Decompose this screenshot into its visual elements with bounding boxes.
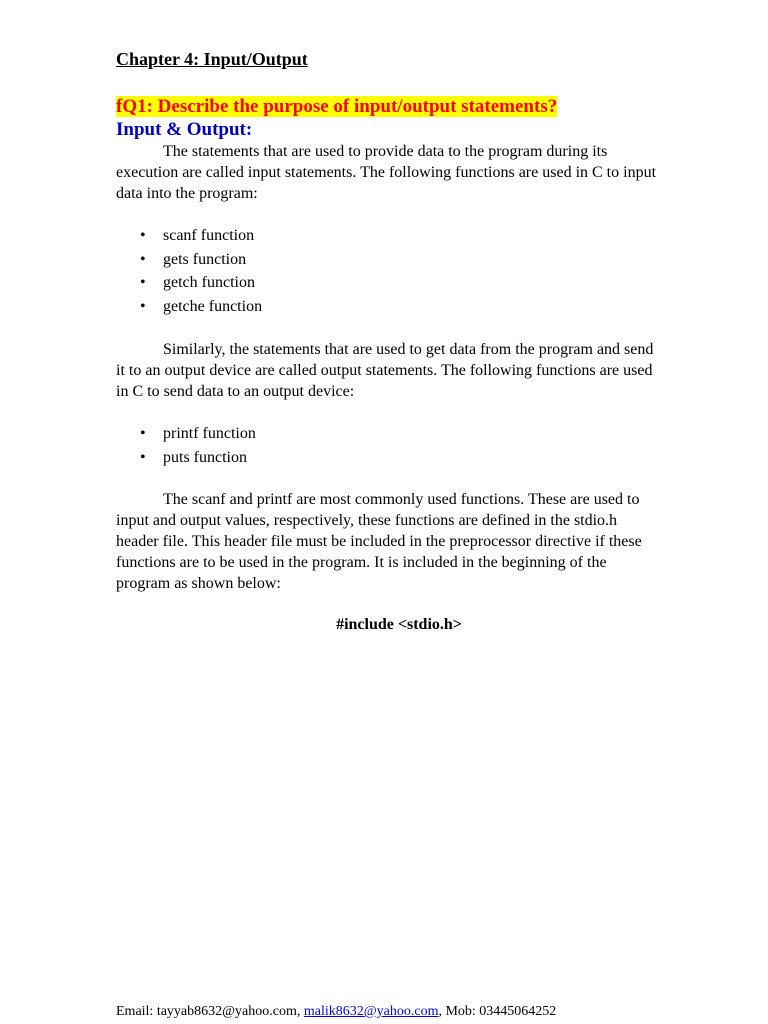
page-footer bbox=[116, 1003, 556, 1021]
email-link[interactable]: malik8632@yahoo.com bbox=[303, 1004, 439, 1019]
section-heading: Input & Output: bbox=[116, 119, 253, 140]
mobile-number: 03445064252 bbox=[479, 1004, 557, 1019]
question-heading bbox=[116, 96, 557, 118]
list-item: • printf function bbox=[140, 422, 256, 446]
paragraph-scanf-printf: The scanf and printf are most commonly used functions. These are used to input and output values, respectively, these functions are defined in the stdio.h header file. This header file must be included in the preprocessor directive if these functions are to be used in the program. It is included in the beginning of the program as shown below: bbox=[116, 491, 642, 592]
paragraph-output-statements: Similarly, the statements that are used to get data from the program and send it to an output device are called output statements. The following functions are used in C to send data to an output device: bbox=[116, 341, 654, 400]
input-functions-list bbox=[140, 224, 262, 318]
list-item: • getche function bbox=[140, 295, 262, 319]
paragraph-input-statements: The statements that are used to provide data to the program during its execution are called input statements. The following functions are used in C to input data into the program: bbox=[116, 143, 657, 202]
list-item: • gets function bbox=[140, 248, 262, 272]
mobile-label: , Mob: bbox=[438, 1004, 480, 1019]
chapter-title: Chapter 4: Input/Output bbox=[116, 49, 308, 69]
include-statement: #include <stdio.h> bbox=[336, 616, 462, 633]
list-item: • puts function bbox=[140, 446, 256, 470]
question-highlight: fQ1: Describe the purpose of input/output statements? bbox=[116, 96, 558, 117]
output-functions-list bbox=[140, 422, 256, 469]
email-primary: tayyab8632@yahoo.com bbox=[156, 1004, 297, 1019]
list-item: • scanf function bbox=[140, 224, 262, 248]
footer-separator: , bbox=[296, 1004, 304, 1019]
list-item: • getch function bbox=[140, 271, 262, 295]
email-label: Email: bbox=[116, 1004, 157, 1019]
